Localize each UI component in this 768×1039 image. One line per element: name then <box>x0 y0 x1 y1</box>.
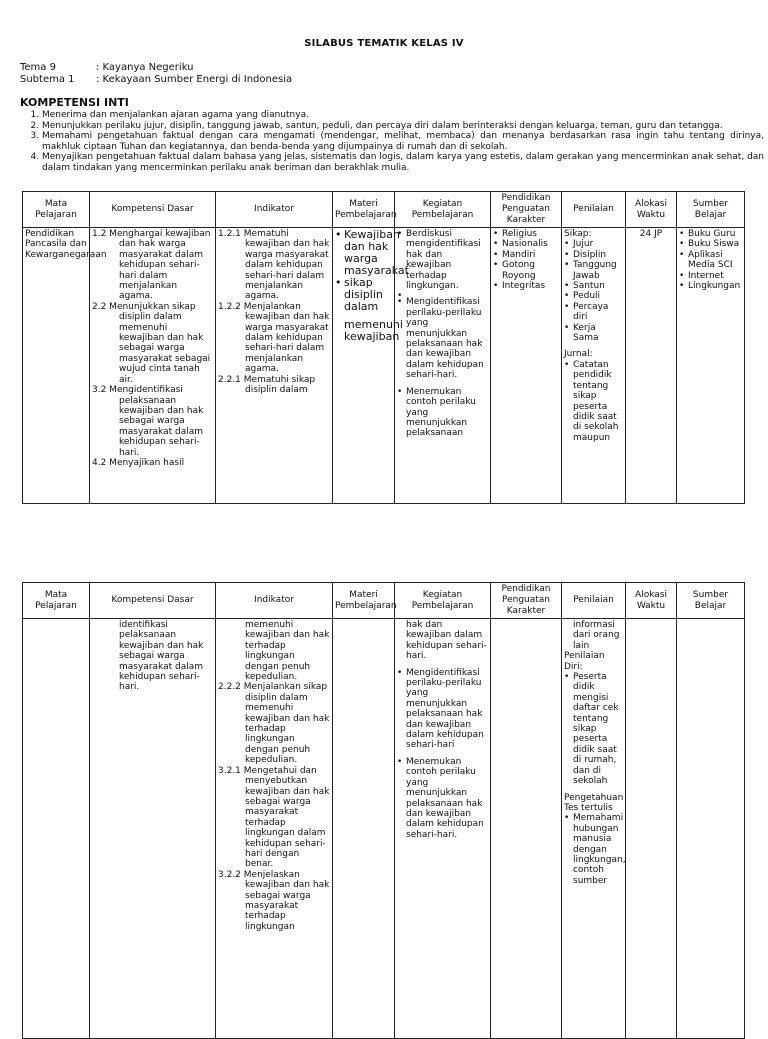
sumber-list <box>679 229 742 291</box>
ki-item: 4. Menyajikan pengetahuan faktual dalam bahasa yang jelas, sistematis dan logis, dalam karya yang estetis, dalam gerakan yang mencerminkan anak sehat, dan dalam tindakan yang mencerminkan perilaku anak beriman dan berakhlak mulia. <box>42 152 764 173</box>
col-header: Kegiatan Pembelajaran <box>395 192 491 228</box>
penilaian-label: Penilaian Diri: <box>564 651 605 672</box>
penilaian-list <box>564 360 623 443</box>
cell-alokasi <box>626 619 677 1039</box>
penilaian-item: • Tanggung Jawab <box>564 260 623 281</box>
cell-alokasi: 24 JP <box>626 228 677 504</box>
meta-value: : Kayanya Negeriku <box>96 62 194 73</box>
kegiatan-text: hak dan kewajiban dalam kehidupan sehari-hari. <box>406 620 487 662</box>
ppk-item: • Integritas <box>493 281 559 291</box>
indikator-item: 1.2.1 Mematuhi kewajiban dan hak warga masyarakat dalam kehidupan sehari-hari dalam menjalankan agama. <box>218 229 330 302</box>
ppk-item: • Gotong Royong <box>493 260 559 281</box>
cell-kegiatan <box>395 228 491 504</box>
sumber-item: • Buku Siswa <box>679 239 742 249</box>
cell-kegiatan <box>395 619 491 1039</box>
table-header-row <box>23 192 745 228</box>
sumber-item: • Lingkungan <box>679 281 742 291</box>
col-header: Sumber Belajar <box>677 583 745 619</box>
cell-indikator <box>216 619 333 1039</box>
kd-item: identifikasi pelaksanaan kewajiban dan hak sebagai warga masyarakat dalam kehidupan sehari-hari. <box>119 620 204 693</box>
penilaian-item: • Santun <box>564 281 623 291</box>
indikator-item: 3.2.1 Mengetahui dan menyebutkan kewajiban dan hak sebagai warga masyarakat terhadap lingkungan dalam kehidupan sehari-hari dengan benar. <box>218 765 330 870</box>
ki-heading: KOMPETENSI INTI <box>20 96 129 109</box>
table-row <box>23 228 745 504</box>
col-header: Mata Pelajaran <box>23 583 90 619</box>
meta-tema <box>20 62 194 73</box>
penilaian-item: • Percaya diri <box>564 302 623 323</box>
penilaian-item: • Peduli <box>564 291 623 301</box>
col-header: Pendidikan Penguatan Karakter <box>491 583 562 619</box>
kegiatan-list <box>397 668 488 751</box>
kegiatan-item: • Mengidentifikasi perilaku-perilaku yang menunjukkan pelaksanaan hak dan kewajiban dalam kehidupan sehari-hari <box>397 668 488 751</box>
penilaian-list <box>564 239 623 343</box>
ki-item: 1. Menerima dan menjalankan ajaran agama yang dianutnya. <box>42 110 764 121</box>
cell-ppk <box>491 619 562 1039</box>
penilaian-item: • Memahami hubungan manusia dengan lingkungan, contoh sumber <box>564 813 623 886</box>
col-header: Materi Pembelajaran <box>333 192 395 228</box>
cell-mapel: Pendidikan Pancasila dan Kewarganegaraan <box>23 228 90 504</box>
penilaian-list <box>564 813 626 886</box>
cell-indikator <box>216 228 333 504</box>
col-header: Kompetensi Dasar <box>90 192 216 228</box>
indikator-item: 2.2.2 Menjalankan sikap disiplin dalam memenuhi kewajiban dan hak terhadap lingkungan dengan penuh kepedulian. <box>218 682 330 766</box>
kegiatan-list <box>397 229 488 297</box>
cell-sumber <box>677 228 745 504</box>
meta-subtema <box>20 74 292 85</box>
kegiatan-item: • Mengidentifikasi perilaku-perilaku yang menunjukkan pelaksanaan hak dan kewajiban dalam kehidupan sehari-hari. <box>397 297 488 380</box>
col-header: Penilaian <box>562 583 626 619</box>
kegiatan-item: • Berdiskusi mengidentifikasi hak dan kewajiban terhadap lingkungan. <box>397 229 488 291</box>
cell-ppk <box>491 228 562 504</box>
ppk-list <box>493 229 559 291</box>
cell-penilaian <box>562 619 626 1039</box>
col-header: Kegiatan Pembelajaran <box>395 583 491 619</box>
col-header: Mata Pelajaran <box>23 192 90 228</box>
penilaian-item: • Disiplin <box>564 250 623 260</box>
cell-materi <box>333 228 409 504</box>
syllabus-table-1 <box>22 191 745 504</box>
ki-item: 3. Memahami pengetahuan faktual dengan cara mengamati (mendengar, melihat, membaca) dan menanya berdasarkan rasa ingin tahu tentang dirinya, makhluk ciptaan Tuhan dan kegiatannya, dan benda-benda yang dijumpainya di rumah dan di sekolah. <box>42 131 764 152</box>
cell-penilaian <box>562 228 626 504</box>
cell-materi <box>333 619 395 1039</box>
penilaian-label: Jurnal: <box>564 349 593 360</box>
materi-list <box>335 277 392 313</box>
col-header: Sumber Belajar <box>677 192 745 228</box>
col-header: Pendidikan Penguatan Karakter <box>491 192 562 228</box>
penilaian-item: • Jujur <box>564 239 623 249</box>
indikator-item: 2.2.1 Mematuhi sikap disiplin dalam <box>218 374 316 396</box>
meta-label: Subtema 1 <box>20 74 75 85</box>
kegiatan-list <box>397 387 488 439</box>
penilaian-list <box>564 672 623 786</box>
kd-item: 1.2 Menghargai kewajiban dan hak warga masyarakat dalam kehidupan sehari-hari dalam menjalankan agama. <box>92 229 211 302</box>
ppk-item: • Nasionalis <box>493 239 559 249</box>
penilaian-item: • Catatan pendidik tentang sikap peserta didik saat di sekolah maupun <box>564 360 623 443</box>
sumber-item: • Internet <box>679 271 742 281</box>
kd-item: 4.2 Menyajikan hasil <box>92 457 185 468</box>
penilaian-item: • Peserta didik mengisi daftar cek tentang sikap peserta didik saat di rumah, dan di sekolah <box>564 672 623 786</box>
kegiatan-list <box>397 297 488 380</box>
cell-kd <box>90 619 216 1039</box>
syllabus-table-2 <box>22 582 745 1039</box>
ki-item: 2. Menunjukkan perilaku jujur, disiplin, tanggung jawab, santun, peduli, dan percaya diri dalam berinteraksi dengan keluarga, teman, guru dan tetangga. <box>42 121 764 132</box>
kegiatan-list <box>397 757 488 840</box>
ppk-item: • Religius <box>493 229 559 239</box>
materi-text: Kewajiban dan hak warga masyarakat <box>344 228 409 277</box>
ki-list <box>20 110 764 174</box>
kegiatan-item: • Menemukan contoh perilaku yang menunjukkan pelaksanaan hak dan kewajiban dalam kehidupan sehari-hari. <box>397 757 488 840</box>
indikator-item: 3.2.2 Menjelaskan kewajiban dan hak sebagai warga masyarakat terhadap lingkungan <box>218 869 330 932</box>
materi-item: • sikap disiplin dalam <box>335 277 392 313</box>
kd-item: 2.2 Menunjukkan sikap disiplin dalam memenuhi kewajiban dan hak sebagai warga masyarakat sebagai wujud cinta tanah air. <box>92 301 211 385</box>
indikator-item: memenuhi kewajiban dan hak terhadap lingkungan dengan penuh kepedulian. <box>245 620 330 683</box>
indikator-item: 1.2.2 Menjalankan kewajiban dan hak warga masyarakat dalam kehidupan sehari-hari dalam menjalankan agama. <box>218 301 330 375</box>
sumber-item: • Buku Guru <box>679 229 742 239</box>
meta-value: : Kekayaan Sumber Energi di Indonesia <box>96 74 293 85</box>
page-title: SILABUS TEMATIK KELAS IV <box>304 38 464 49</box>
table-header-row <box>23 583 745 619</box>
kd-item: 3.2 Mengidentifikasi pelaksanaan kewajiban dan hak sebagai warga masyarakat dalam kehidupan sehari-hari. <box>92 385 204 458</box>
cell-mapel <box>23 619 90 1039</box>
col-header: Alokasi Waktu <box>626 192 677 228</box>
kegiatan-item: • Menemukan contoh perilaku yang menunjukkan pelaksanaan <box>397 387 488 439</box>
penilaian-label: Tes tertulis <box>564 802 613 813</box>
col-header: Alokasi Waktu <box>626 583 677 619</box>
col-header: Kompetensi Dasar <box>90 583 216 619</box>
penilaian-item: • Kerja Sama <box>564 323 623 344</box>
penilaian-text: informasi dari orang lain <box>573 620 620 651</box>
ppk-item: • Mandiri <box>493 250 559 260</box>
materi-text: memenuhi kewajiban <box>344 318 403 343</box>
penilaian-label: Sikap: <box>564 229 592 239</box>
meta-label: Tema 9 <box>20 62 56 73</box>
col-header: Indikator <box>216 583 333 619</box>
penilaian-label: Pengetahuan <box>564 792 624 803</box>
col-header: Indikator <box>216 192 333 228</box>
sumber-item: • Aplikasi Media SCI <box>679 250 742 271</box>
table-row <box>23 619 745 1039</box>
col-header: Penilaian <box>562 192 626 228</box>
cell-sumber <box>677 619 745 1039</box>
cell-kd <box>90 228 216 504</box>
col-header: Materi Pembelajaran <box>333 583 395 619</box>
